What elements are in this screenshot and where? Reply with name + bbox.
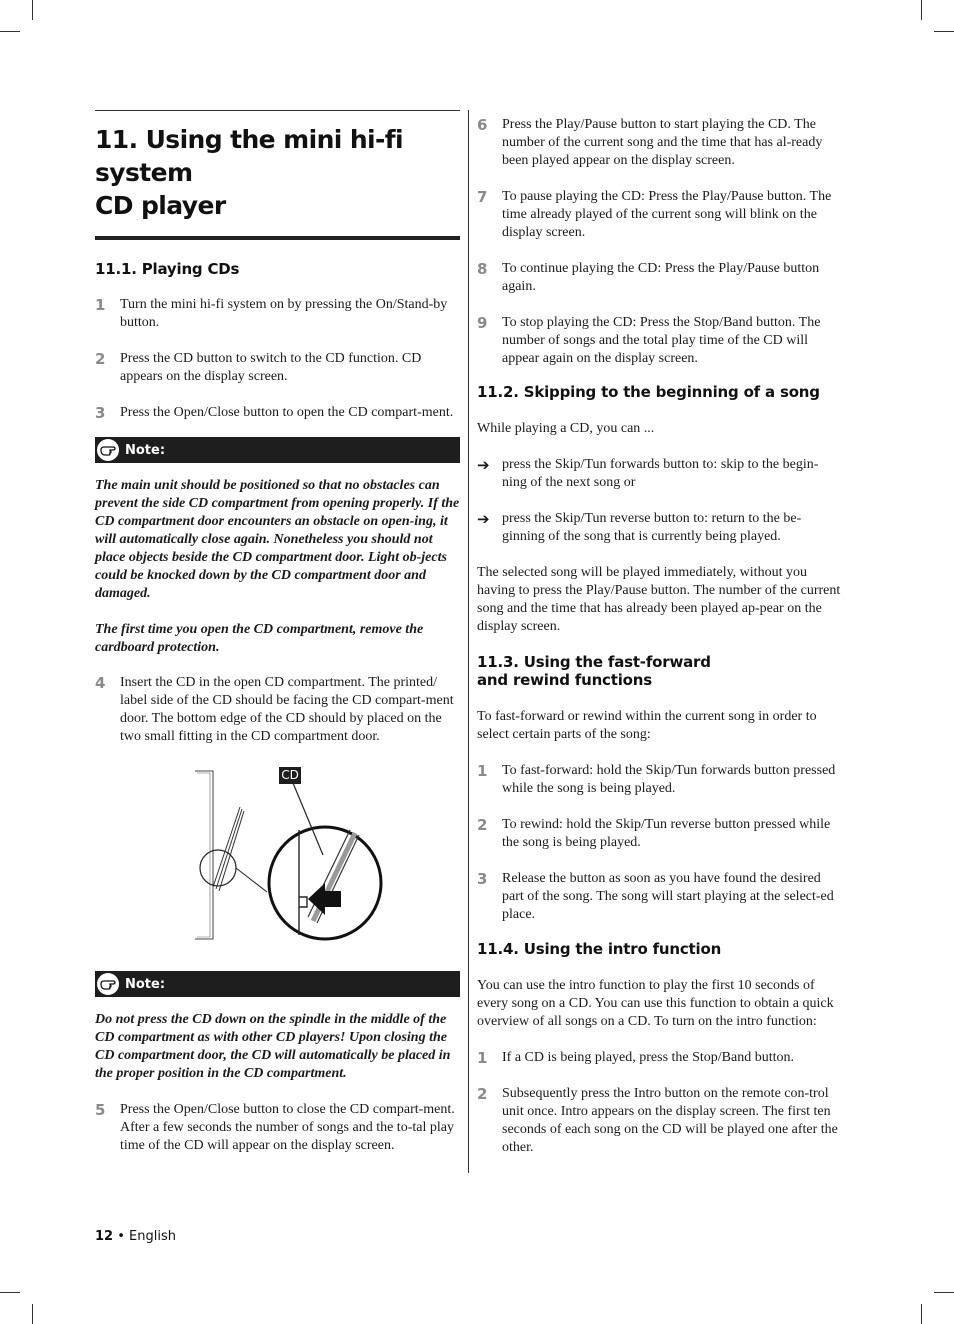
paragraph: While playing a CD, you can ...	[477, 421, 655, 436]
column-divider	[468, 110, 469, 1173]
pointing-hand-icon	[97, 439, 119, 461]
section-heading-skipping: 11.2. Skipping to the beginning of a song	[477, 383, 820, 401]
left-column	[95, 110, 460, 1155]
step-number: 7	[477, 188, 488, 206]
step-number: 2	[95, 350, 106, 368]
crop-mark	[0, 31, 20, 32]
step-item	[477, 116, 843, 170]
note-text: The main unit should be positioned so that no obstacles can prevent the side CD compartment from opening properly. If the CD compartment door encounters an obstacle on open-ing, it will automatically close again. Nonetheless you should not place objects beside the CD compartment door. Light ob-jects could be knocked down by the CD compartment door and damaged.	[95, 478, 460, 601]
step-text: Turn the mini hi-fi system on by pressing the On/Stand-by button.	[120, 297, 448, 330]
step-number: 5	[95, 1101, 106, 1119]
step-number: 1	[477, 1049, 488, 1067]
step-text: To fast-forward: hold the Skip/Tun forwards button pressed while the song is being played.	[502, 763, 836, 796]
crop-mark	[0, 1292, 20, 1293]
step-item	[95, 296, 460, 332]
step-text: Release the button as soon as you have found the desired part of the song. The song will start playing at the select-ed place.	[502, 871, 834, 922]
paragraph: You can use the intro function to play the first 10 seconds of every song on a CD. You can use this function to obtain a quick overview of all songs on a CD. To turn on the intro function:	[477, 978, 834, 1029]
step-number: 1	[95, 296, 106, 314]
step-item	[95, 404, 460, 422]
page-number: 12	[95, 1229, 114, 1244]
bullet-text: press the Skip/Tun forwards button to: skip to the begin-ning of the next song or	[502, 457, 819, 490]
right-column	[477, 116, 843, 1157]
step-text: To stop playing the CD: Press the Stop/Band button. The number of songs and the total play time of the CD will appear again on the display screen.	[502, 315, 821, 366]
step-number: 2	[477, 1085, 488, 1103]
step-item	[477, 260, 843, 296]
crop-mark	[934, 31, 954, 32]
step-number: 4	[95, 674, 106, 692]
step-text: To continue playing the CD: Press the Play/Pause button again.	[502, 261, 820, 294]
step-item	[477, 188, 843, 242]
step-item	[477, 870, 843, 924]
step-item	[477, 1085, 843, 1157]
step-number: 2	[477, 816, 488, 834]
step-number: 6	[477, 116, 488, 134]
step-item	[95, 1101, 460, 1155]
step-text: Press the CD button to switch to the CD function. CD appears on the display screen.	[120, 351, 422, 384]
chapter-title-line-1: 11. Using the mini hi-fi system	[95, 125, 404, 187]
crop-mark	[32, 0, 33, 20]
step-number: 9	[477, 314, 488, 332]
step-text: To pause playing the CD: Press the Play/Pause button. The time already played of the current song will blink on the display screen.	[502, 189, 832, 240]
step-number: 3	[95, 404, 106, 422]
cd-insertion-illustration	[95, 767, 460, 943]
step-item	[95, 350, 460, 386]
crop-mark	[934, 1292, 954, 1293]
paragraph: The selected song will be played immediately, without you having to press the Play/Pause button. The number of the current song and the time that has already been played ap-pear on the display screen.	[477, 565, 841, 634]
footer-separator: •	[113, 1229, 130, 1244]
section-heading-intro: 11.4. Using the intro function	[477, 940, 722, 958]
arrow-right-icon: ➔	[477, 456, 490, 474]
note-text: The first time you open the CD compartment, remove the cardboard protection.	[95, 622, 424, 655]
step-item	[477, 816, 843, 852]
step-text: Subsequently press the Intro button on the remote con-trol unit once. Intro appears on the display screen. The first ten seconds of each song on the CD will be played one after the other.	[502, 1086, 838, 1155]
cd-label: CD	[279, 767, 301, 784]
section-heading-fast-forward	[477, 653, 843, 689]
step-item	[95, 674, 460, 746]
note-text: Do not press the CD down on the spindle in the middle of the CD compartment as with other CD players! Upon closing the CD compartment door, the CD will automatically be placed in the proper position in the CD compartment.	[95, 1012, 451, 1081]
step-number: 8	[477, 260, 488, 278]
paragraph: To fast-forward or rewind within the current song in order to select certain parts of the song:	[477, 709, 817, 742]
section-heading-playing-cds: 11.1. Playing CDs	[95, 260, 240, 278]
note-label: Note:	[125, 442, 166, 458]
step-item	[477, 1049, 843, 1067]
chapter-title	[95, 111, 460, 240]
step-text: Press the Open/Close button to open the CD compart-ment.	[120, 405, 454, 420]
step-number: 3	[477, 870, 488, 888]
pointing-hand-icon	[97, 973, 119, 995]
step-text: Insert the CD in the open CD compartment. The printed/ label side of the CD should be facing the CD compart-ment door. The bottom edge of the CD should by placed on the two small fitting in the CD compartment door.	[120, 675, 454, 744]
arrow-right-icon: ➔	[477, 510, 490, 528]
step-item	[477, 762, 843, 798]
note-label: Note:	[125, 976, 166, 992]
section-heading-line-1: 11.3. Using the fast-forward	[477, 653, 711, 671]
step-text: If a CD is being played, press the Stop/Band button.	[502, 1050, 795, 1065]
step-text: Press the Open/Close button to close the CD compart-ment. After a few seconds the number of songs and the to-tal play time of the CD will appear on the display screen.	[120, 1102, 455, 1153]
footer-language: English	[129, 1229, 176, 1244]
bullet-item	[477, 510, 843, 546]
section-heading-line-2: and rewind functions	[477, 671, 652, 689]
note-bar	[95, 437, 460, 463]
note-bar	[95, 971, 460, 997]
bullet-item	[477, 456, 843, 492]
crop-mark	[921, 0, 922, 20]
chapter-title-line-2: CD player	[95, 191, 226, 220]
step-text: To rewind: hold the Skip/Tun reverse button pressed while the song is being played.	[502, 817, 831, 850]
step-number: 1	[477, 762, 488, 780]
step-item	[477, 314, 843, 368]
crop-mark	[921, 1304, 922, 1324]
crop-mark	[32, 1304, 33, 1324]
bullet-text: press the Skip/Tun reverse button to: return to the be-ginning of the song that is currently being played.	[502, 511, 802, 544]
step-text: Press the Play/Pause button to start playing the CD. The number of the current song and the time that has al-ready been played appear on the display screen.	[502, 117, 823, 168]
page-footer	[95, 1229, 176, 1244]
chapter-header	[95, 110, 460, 240]
